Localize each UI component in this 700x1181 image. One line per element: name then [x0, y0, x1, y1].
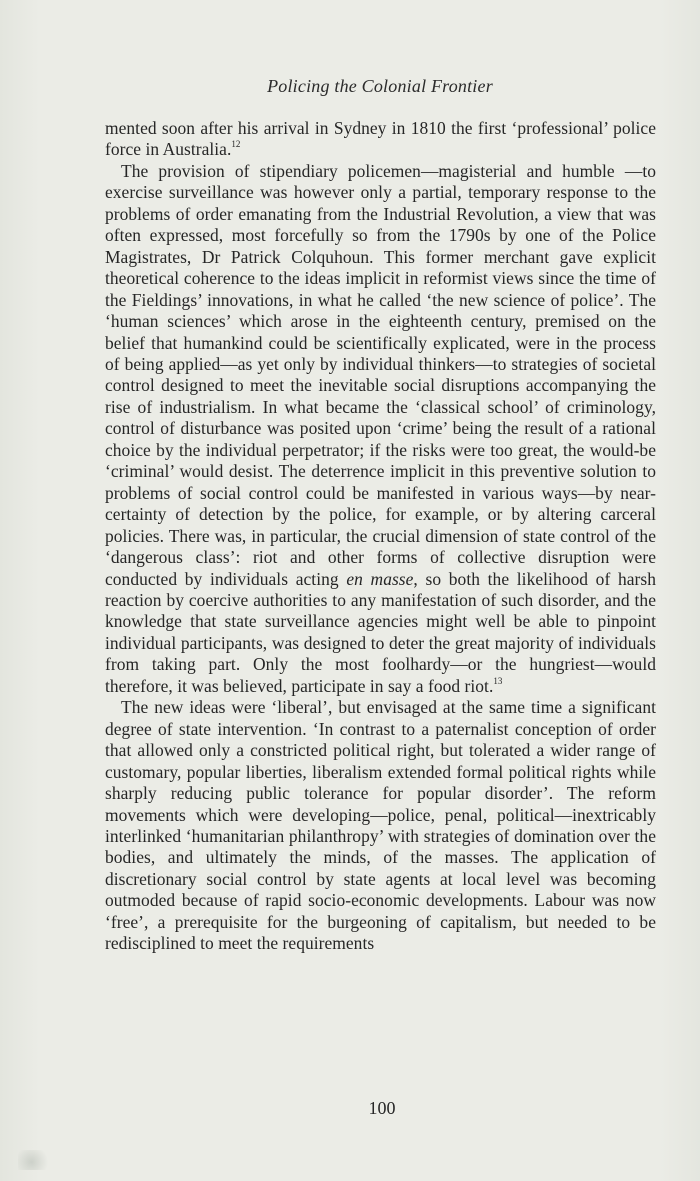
footnote-marker: 13	[493, 675, 503, 686]
page-number: 100	[368, 1098, 396, 1118]
paragraph-text: , so both the likelihood of harsh reaction by coercive authorities to any manifestation of such disorder, and the knowledge that state surveillance agencies might well be able to pinpoint individual participants, was designed to deter the great majority of individuals from taking part. Only the most foolhardy—or the hungriest—would therefore, it was believed, participate in say a food riot.	[105, 568, 656, 696]
paper-speck	[18, 1150, 52, 1170]
footnote-marker: 12	[231, 139, 241, 150]
paragraph-text: mented soon after his arrival in Sydney in 1810 the first ‘professional’ police force in Australia.	[105, 118, 656, 160]
running-head: Policing the Colonial Frontier	[267, 76, 493, 96]
paragraph	[105, 161, 656, 697]
italic-phrase: en masse	[346, 568, 414, 589]
paragraph-text: The new ideas were ‘liberal’, but envisaged at the same time a significant degree of state intervention. ‘In contrast to a paternalist conception of order that allowed only a constricted political right, but tolerated a wider range of customary, popular liberties, liberalism extended formal political rights while sharply reducing public tolerance for popular disorder’. The reform movements which were developing—police, penal, political—inextricably interlinked ‘humanitarian philanthropy’ with strategies of domination over the bodies, and ultimately the minds, of the masses. The application of discretionary social control by state agents at local level was becoming outmoded because of rapid socio-economic developments. Labour was now ‘free’, a prerequisite for the burgeoning of capitalism, but needed to be redisciplined to meet the requirements	[105, 697, 656, 954]
paragraph-text: The provision of stipendiary policemen—magisterial and humble —to exercise surveillance was however only a partial, temporary response to the problems of order emanating from the Industrial Revolution, a view that was often expressed, most forcefully so from the 1790s by one of the Police Magistrates, Dr Patrick Colquhoun. This former merchant gave explicit theoretical coherence to the ideas implicit in reformist views since the time of the Fieldings’ innovations, in what he called ‘the new science of police’. The ‘human sciences’ which arose in the eighteenth century, premised on the belief that humankind could be scientifically explicated, were in the process of being applied—as yet only by individual thinkers—to strategies of societal control designed to meet the inevitable social disruptions accompanying the rise of industrialism. In what became the ‘classical school’ of criminology, control of disturbance was posited upon ‘crime’ being the result of a rational choice by the individual perpetrator; if the risks were too great, the would-be ‘criminal’ would desist. The deterrence implicit in this preventive solution to problems of social control could be manifested in various ways—by near-certainty of detection by the police, for example, or by altering carceral policies. There was, in particular, the crucial dimension of state control of the ‘dangerous class’: riot and other forms of collective disruption were conducted by individuals acting	[105, 160, 656, 589]
paragraph	[105, 118, 656, 161]
body-text	[105, 118, 656, 955]
paragraph	[105, 697, 656, 954]
